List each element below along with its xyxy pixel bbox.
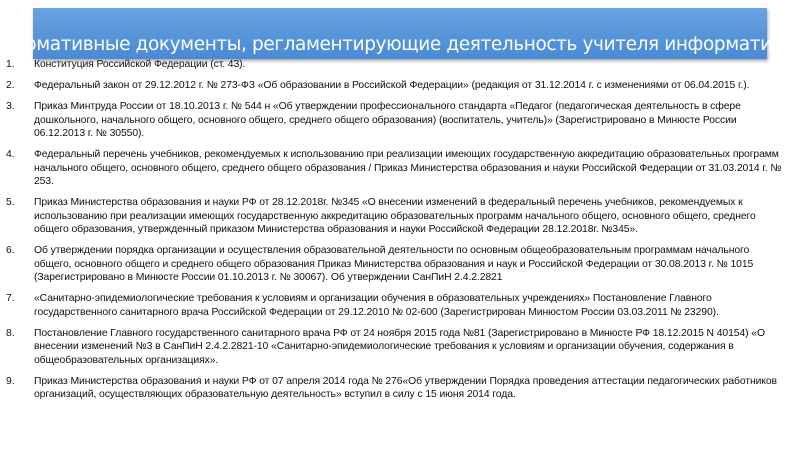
document-text: «Санитарно-эпидемиологические требования к условиям и организации обучения в образовательных учреждениях» Постановление Главного государственного санитарного врача Российской Федерации от 29.12.2010 № 02-600 (Зарегистрирован Минюстом России 03.03.2011 № 23290). (34, 293, 719, 318)
document-item-1 (0, 58, 800, 72)
document-text: Приказ Министерства образования и науки РФ от 07 апреля 2014 года № 276«Об утверждении Порядка проведения аттестации педагогических работников организаций, осуществляющих образовательную деятельность» вступил в силу с 15 июня 2014 года. (34, 375, 777, 400)
title-banner (0, 8, 800, 59)
document-item-6 (0, 244, 800, 285)
document-number: 8. (6, 327, 15, 339)
document-item-4 (0, 148, 800, 189)
document-text: Конституция Российской Федерации (ст. 43). (34, 59, 246, 70)
document-text: Приказ Минтруда России от 18.10.2013 г. № 544 н «Об утверждении профессионального стандарта «Педагог (педагогическая деятельность в сфере дошкольного, начального общего, основного общего, среднего общего образования) (воспитатель, учитель)» (Зарегистрировано в Минюсте России 06.12.2013 г. № 30550). (34, 101, 741, 139)
document-item-7 (0, 292, 800, 319)
document-text: Об утверждении порядка организации и осуществления образовательной деятельности по основным общеобразовательным программам начального общего, основного общего и среднего общего образования Приказ Министерства образования и наук и Российской Федерации от 30.08.2013 г. № 1015 (Зарегистрировано в Минюсте России 01.10.2013 г. № 30067). Об утверждении СанПиН 2.4.2.2821 (34, 245, 754, 283)
document-number: 5. (6, 197, 15, 208)
documents-list (0, 58, 800, 409)
document-text: Приказ Министерства образования и науки РФ от 28.12.2018г. №345 «О внесении изменений в федеральный перечень учебников, рекомендуемых к использованию при реализации имеющих государственную аккредитацию образовательных программ начального общего, основного общего, среднего общего образования, утвержденный приказом Министерства образования и науки Российской Федерации 28.12.2018г. №345». (34, 197, 756, 235)
document-number: 4. (6, 149, 15, 160)
document-text: Федеральный закон от 29.12.2012 г. № 273-ФЗ «Об образовании в Российской Федерации» (редакция от 31.12.2014 г. с изменениями от 06.04.2015 г.). (34, 80, 750, 91)
document-item-3 (0, 100, 800, 141)
document-number: 6. (6, 245, 15, 256)
document-number: 1. (6, 59, 15, 70)
slide-title: Нормативные документы, регламентирующие деятельность учителя информатики. (0, 33, 800, 55)
document-number: 9. (6, 375, 15, 387)
document-text: Федеральный перечень учебников, рекомендуемых к использованию при реализации имеющих государственную аккредитацию образовательных программ начального общего, основного общего, среднего общего образования / Приказ Министерства образования и науки Российской Федерации от 31.03.2014 г. № 253. (34, 149, 782, 187)
document-item-8 (0, 327, 800, 368)
document-item-5 (0, 196, 800, 237)
document-number: 7. (6, 293, 15, 304)
document-number: 3. (6, 101, 15, 112)
document-item-9 (0, 375, 800, 402)
document-text: Постановление Главного государственного санитарного врача РФ от 24 ноября 2015 года №81 (Зарегистрировано в Минюсте РФ 18.12.2015 N 40154) «О внесении изменений №3 в СанПиН 2.4.2.2821-10 «Санитарно-эпидемиологические требования к условиям и организации обучения, содержания в общеобразовательных организациях». (34, 327, 765, 366)
document-item-2 (0, 79, 800, 93)
document-number: 2. (6, 80, 15, 91)
